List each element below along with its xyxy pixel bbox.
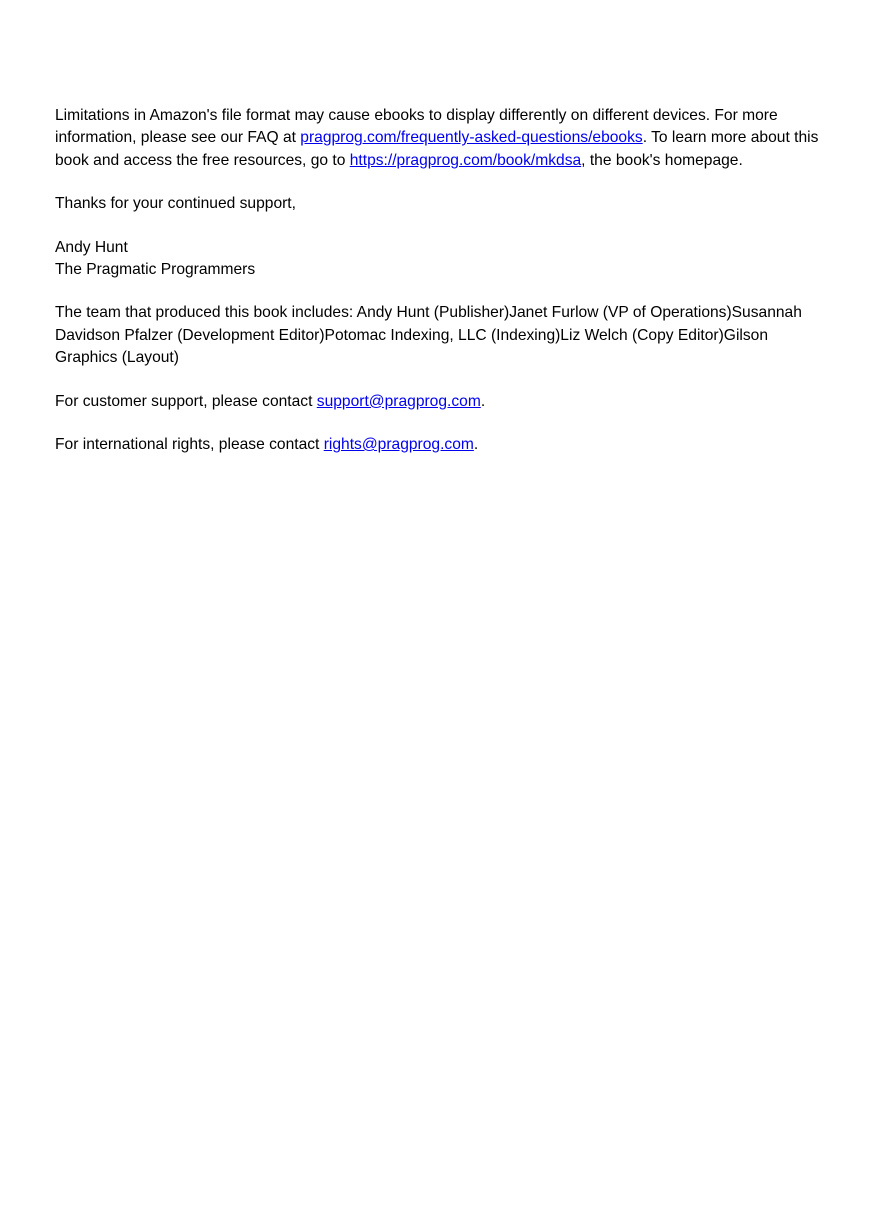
rights-text: For international rights, please contact — [55, 436, 324, 454]
team-paragraph: The team that produced this book includes: Andy Hunt (Publisher)Janet Furlow (VP of Operations)Susannah Davidson Pfalzer (Development Editor)Potomac Indexing, LLC (Indexing)Liz Welch (Copy Editor)Gilson Graphics (Layout) — [55, 304, 802, 367]
document-page — [55, 105, 825, 477]
intro-text-1: Limitations in Amazon's file format may cause ebooks to display differently on different devices. For more information, please see our FAQ at — [55, 107, 778, 147]
signature-name: Andy Hunt — [55, 238, 128, 256]
rights-email-link[interactable]: rights@pragprog.com — [323, 436, 474, 454]
thanks-paragraph: Thanks for your continued support, — [55, 195, 296, 213]
intro-text-2: . To learn more about this book and access the free resources, go to — [55, 129, 819, 169]
rights-end: . — [473, 436, 479, 454]
support-paragraph — [55, 391, 825, 413]
faq-link[interactable]: pragprog.com/frequently-asked-questions/ebooks — [300, 129, 643, 147]
book-homepage-link[interactable]: https://pragprog.com/book/mkdsa — [349, 151, 582, 169]
signature-org: The Pragmatic Programmers — [55, 261, 256, 279]
intro-text-3: , the book's homepage. — [581, 151, 743, 169]
support-text: For customer support, please contact — [55, 392, 317, 410]
rights-paragraph — [55, 434, 825, 456]
support-email-link[interactable]: support@pragprog.com — [316, 392, 481, 410]
support-end: . — [480, 392, 486, 410]
signature-block — [55, 237, 825, 282]
intro-paragraph — [55, 105, 825, 172]
